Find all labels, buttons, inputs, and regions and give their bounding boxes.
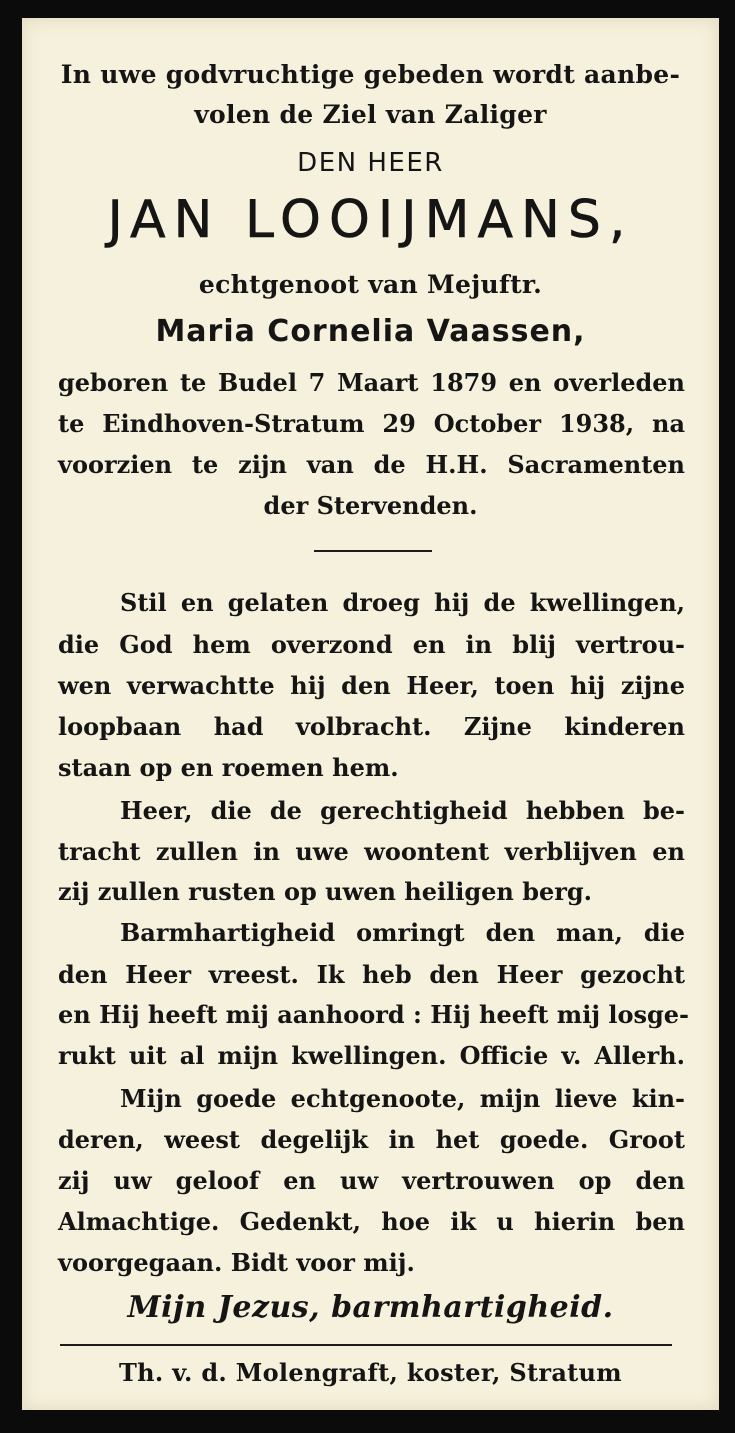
para2-line-2: tracht zullen in uwe woontent verblijven en bbox=[58, 837, 685, 866]
para2-line-1: Heer, die de gerechtigheid hebben be- bbox=[120, 796, 685, 825]
life-line-2: te Eindhoven-Stratum 29 October 1938, na bbox=[58, 409, 685, 438]
para1-line-5: staan op en roemen hem. bbox=[58, 753, 399, 782]
spouse-name: Maria Cornelia Vaassen, bbox=[155, 314, 586, 349]
para3-line-2: den Heer vreest. Ik heb den Heer gezocht bbox=[58, 960, 685, 989]
para1-line-4: loopbaan had volbracht. Zijne kinderen bbox=[58, 712, 685, 741]
closing-prayer: Mijn Jezus, barmhartigheid. bbox=[127, 1290, 614, 1325]
para4-line-2: deren, weest degelijk in het goede. Groot bbox=[58, 1125, 685, 1154]
para4-line-4: Almachtige. Gedenkt, hoe ik u hierin ben bbox=[58, 1207, 685, 1236]
life-line-1: geboren te Budel 7 Maart 1879 en overleden bbox=[58, 368, 685, 397]
divider-short bbox=[314, 550, 432, 552]
title-den-heer: DEN HEER bbox=[297, 148, 444, 178]
para3-line-3: en Hij heeft mij aanhoord : Hij heeft mij losge- bbox=[58, 1000, 690, 1029]
para4-line-5: voorgegaan. Bidt voor mij. bbox=[58, 1248, 415, 1277]
para2-line-3: zij zullen rusten op uwen heiligen berg. bbox=[58, 877, 593, 906]
life-line-4: der Stervenden. bbox=[263, 491, 478, 520]
intro-line-2: volen de Ziel van Zaliger bbox=[194, 100, 547, 129]
para1-line-2: die God hem overzond en in blij vertrou- bbox=[58, 630, 685, 659]
para3-line-1: Barmhartigheid omringt den man, die bbox=[120, 918, 685, 947]
deceased-name: JAN LOOIJMANS, bbox=[107, 190, 634, 250]
divider-long bbox=[60, 1344, 672, 1346]
para4-line-1: Mijn goede echtgenoote, mijn lieve kin- bbox=[120, 1084, 685, 1113]
para3-line-4: rukt uit al mijn kwellingen. Officie v. Allerh. bbox=[58, 1041, 685, 1070]
para1-line-1: Stil en gelaten droeg hij de kwellingen, bbox=[120, 588, 685, 617]
memorial-card bbox=[22, 18, 719, 1410]
intro-line-1: In uwe godvruchtige gebeden wordt aanbe- bbox=[60, 60, 681, 89]
para4-line-3: zij uw geloof en uw vertrouwen op den bbox=[58, 1166, 685, 1195]
printer-credit: Th. v. d. Molengraft, koster, Stratum bbox=[118, 1358, 623, 1387]
life-line-3: voorzien te zijn van de H.H. Sacramenten bbox=[58, 450, 685, 479]
spouse-intro: echtgenoot van Mejuftr. bbox=[198, 270, 543, 299]
para1-line-3: wen verwachtte hij den Heer, toen hij zijne bbox=[58, 671, 685, 700]
